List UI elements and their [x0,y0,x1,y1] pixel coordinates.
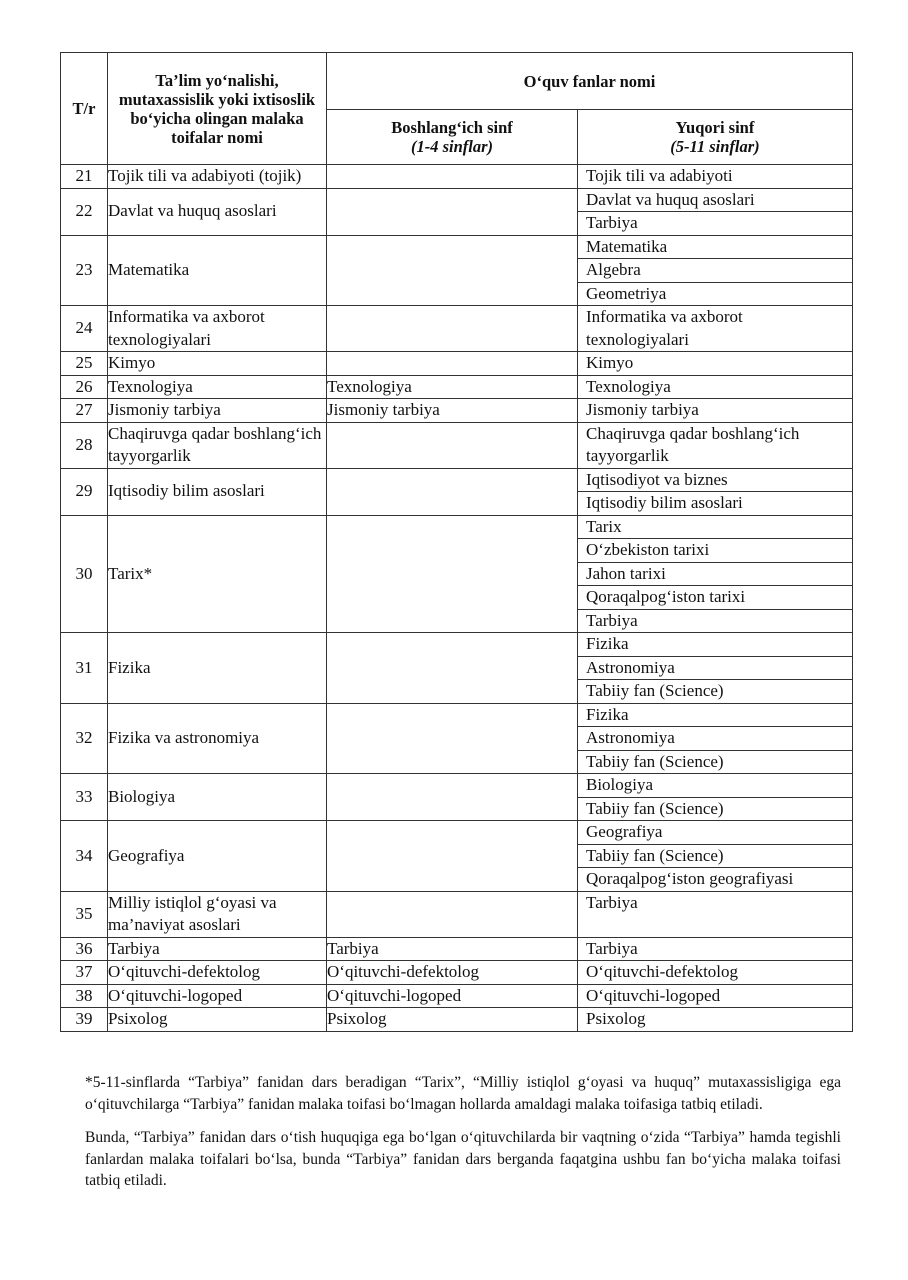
row-number: 26 [61,375,108,399]
row-number: 36 [61,937,108,961]
primary-cell [327,306,578,352]
direction-cell: Tarix* [108,515,327,633]
primary-cell [327,468,578,515]
upper-subject: Iqtisodiy bilim asoslari [578,491,852,515]
upper-subject: Chaqiruvga qadar boshlang‘ich tayyorgarlik [586,423,800,465]
header-primary [327,110,578,165]
upper-cell [578,984,853,1008]
table-row [61,1008,853,1032]
upper-cell [578,774,853,821]
primary-cell: O‘qituvchi-defektolog [327,961,578,985]
direction-cell: Chaqiruvga qadar boshlang‘ich tayyorgarlik [108,422,327,468]
row-number: 31 [61,633,108,704]
upper-cell [578,937,853,961]
primary-cell [327,235,578,306]
primary-cell [327,188,578,235]
table-row [61,352,853,376]
table-row [61,984,853,1008]
header-subjects: O‘quv fanlar nomi [327,53,853,110]
primary-cell: Texnologiya [327,375,578,399]
note-paragraph: Bunda, “Tarbiya” fanidan dars o‘tish huquqiga ega bo‘lgan o‘qituvchilarda bir vaqtning o‘zida “Tarbiya” hamda tegishli fanlardan malaka toifalari bo‘lsa, bunda “Tarbiya” fanidan dars berganda faqatgina ushbu fan bo‘yicha malaka toifasi tatbiq etiladi. [85,1129,841,1189]
upper-subject: Jismoniy tarbiya [586,400,699,419]
upper-subject: Tabiiy fan (Science) [578,750,852,774]
upper-cell [578,515,853,633]
direction-cell: Tarbiya [108,937,327,961]
upper-subject: Tabiiy fan (Science) [578,797,852,821]
direction-cell: Biologiya [108,774,327,821]
document-page [60,52,852,1032]
upper-cell [578,188,853,235]
upper-subject: Geografiya [586,822,663,841]
primary-cell [327,774,578,821]
row-number: 35 [61,891,108,937]
upper-subject: Matematika [586,236,668,256]
direction-cell: Davlat va huquq asoslari [108,188,327,235]
primary-cell [327,633,578,704]
direction-cell: O‘qituvchi-logoped [108,984,327,1008]
upper-subject: Geometriya [578,282,852,306]
upper-subject: Algebra [578,258,852,282]
direction-cell: Psixolog [108,1008,327,1032]
row-number: 28 [61,422,108,468]
upper-subject: Tarbiya [586,938,638,958]
direction-cell: Jismoniy tarbiya [108,399,327,423]
primary-cell [327,422,578,468]
table-row [61,188,853,235]
upper-subject: Biologiya [586,775,654,794]
upper-subject: Tarix [586,516,622,536]
upper-subject: Fizika [586,634,629,653]
upper-cell [578,1008,853,1032]
upper-subject: Qoraqalpog‘iston geografiyasi [578,867,852,891]
row-number: 27 [61,399,108,423]
table-row [61,774,853,821]
row-number: 30 [61,515,108,633]
direction-cell: Iqtisodiy bilim asoslari [108,468,327,515]
upper-cell [578,165,853,189]
primary-cell [327,165,578,189]
table-row [61,165,853,189]
direction-cell: Tojik tili va adabiyoti (tojik) [108,165,327,189]
header-upper-title: Yuqori sinf [675,118,755,137]
primary-cell: O‘qituvchi-logoped [327,984,578,1008]
direction-cell: Fizika [108,633,327,704]
row-number: 39 [61,1008,108,1032]
primary-cell [327,352,578,376]
table-row [61,937,853,961]
upper-subject: Tojik tili va adabiyoti [586,166,733,185]
upper-subject: Informatika va axborot texnologiyalari [586,307,743,349]
header-upper-sub: (5-11 sinflar) [670,137,760,156]
direction-cell: Kimyo [108,352,327,376]
notes [85,1072,841,1204]
direction-cell: Fizika va astronomiya [108,703,327,774]
upper-cell [578,375,853,399]
upper-cell [578,633,853,704]
upper-subject: Tarbiya [578,609,852,633]
table-body [61,165,853,1032]
row-number: 34 [61,821,108,892]
upper-subject: Kimyo [586,353,634,372]
subjects-table [60,52,853,1032]
primary-cell [327,891,578,937]
table-row [61,306,853,352]
upper-cell [578,468,853,515]
upper-cell [578,352,853,376]
upper-subject: O‘qituvchi-logoped [586,985,721,1005]
upper-cell [578,422,853,468]
upper-cell [578,961,853,985]
upper-subject: Texnologiya [586,376,671,396]
table-row [61,633,853,704]
table-row [61,961,853,985]
upper-cell [578,235,853,306]
upper-subject: Astronomiya [578,726,852,750]
row-number: 32 [61,703,108,774]
primary-cell: Jismoniy tarbiya [327,399,578,423]
row-number: 22 [61,188,108,235]
upper-subject: Tabiiy fan (Science) [578,679,852,703]
footnote: *5-11-sinflarda “Tarbiya” fanidan dars beradigan “Tarix”, “Milliy istiqlol g‘oyasi va huquq” mutaxassisligiga ega o‘qituvchilarga “Tarbiya” fanidan malaka toifasi bo‘lmagan hollarda amaldagi malaka toifasiga tatbiq etiladi. [85,1074,841,1113]
row-number: 33 [61,774,108,821]
primary-cell [327,515,578,633]
upper-cell [578,306,853,352]
row-number: 29 [61,468,108,515]
row-number: 23 [61,235,108,306]
primary-cell: Tarbiya [327,937,578,961]
upper-subject: Tabiiy fan (Science) [578,844,852,868]
row-number: 24 [61,306,108,352]
upper-subject: Tarbiya [578,211,852,235]
upper-subject: O‘qituvchi-defektolog [586,962,739,981]
upper-subject: Qoraqalpog‘iston tarixi [578,585,852,609]
upper-cell [578,399,853,423]
upper-cell [578,821,853,892]
direction-cell: Matematika [108,235,327,306]
row-number: 37 [61,961,108,985]
upper-subject: Fizika [586,704,629,724]
primary-cell [327,821,578,892]
direction-cell: Geografiya [108,821,327,892]
header-primary-title: Boshlang‘ich sinf [391,118,513,137]
primary-cell [327,703,578,774]
upper-cell [578,891,853,937]
table-row [61,821,853,892]
row-number: 25 [61,352,108,376]
table-row [61,891,853,937]
table-row [61,515,853,633]
header-direction: Ta’lim yo‘nalishi, mutaxassislik yoki ixtisoslik bo‘yicha olingan malaka toifalar nomi [108,53,327,165]
direction-cell: O‘qituvchi-defektolog [108,961,327,985]
table-row [61,468,853,515]
direction-cell: Milliy istiqlol g‘oyasi va ma’naviyat asoslari [108,891,327,937]
upper-subject: Tarbiya [586,892,638,912]
upper-cell [578,703,853,774]
upper-subject: Astronomiya [578,656,852,680]
direction-cell: Informatika va axborot texnologiyalari [108,306,327,352]
upper-subject: O‘zbekiston tarixi [578,538,852,562]
table-row [61,399,853,423]
header-primary-sub: (1-4 sinflar) [410,137,494,156]
upper-subject: Psixolog [586,1009,646,1028]
table-row [61,422,853,468]
table-row [61,235,853,306]
upper-subject: Davlat va huquq asoslari [586,189,755,209]
upper-subject: Iqtisodiyot va biznes [586,469,728,489]
header-upper [578,110,853,165]
primary-cell: Psixolog [327,1008,578,1032]
row-number: 38 [61,984,108,1008]
row-number: 21 [61,165,108,189]
header-nr: T/r [61,53,108,165]
table-row [61,703,853,774]
table-row [61,375,853,399]
upper-subject: Jahon tarixi [578,562,852,586]
direction-cell: Texnologiya [108,375,327,399]
